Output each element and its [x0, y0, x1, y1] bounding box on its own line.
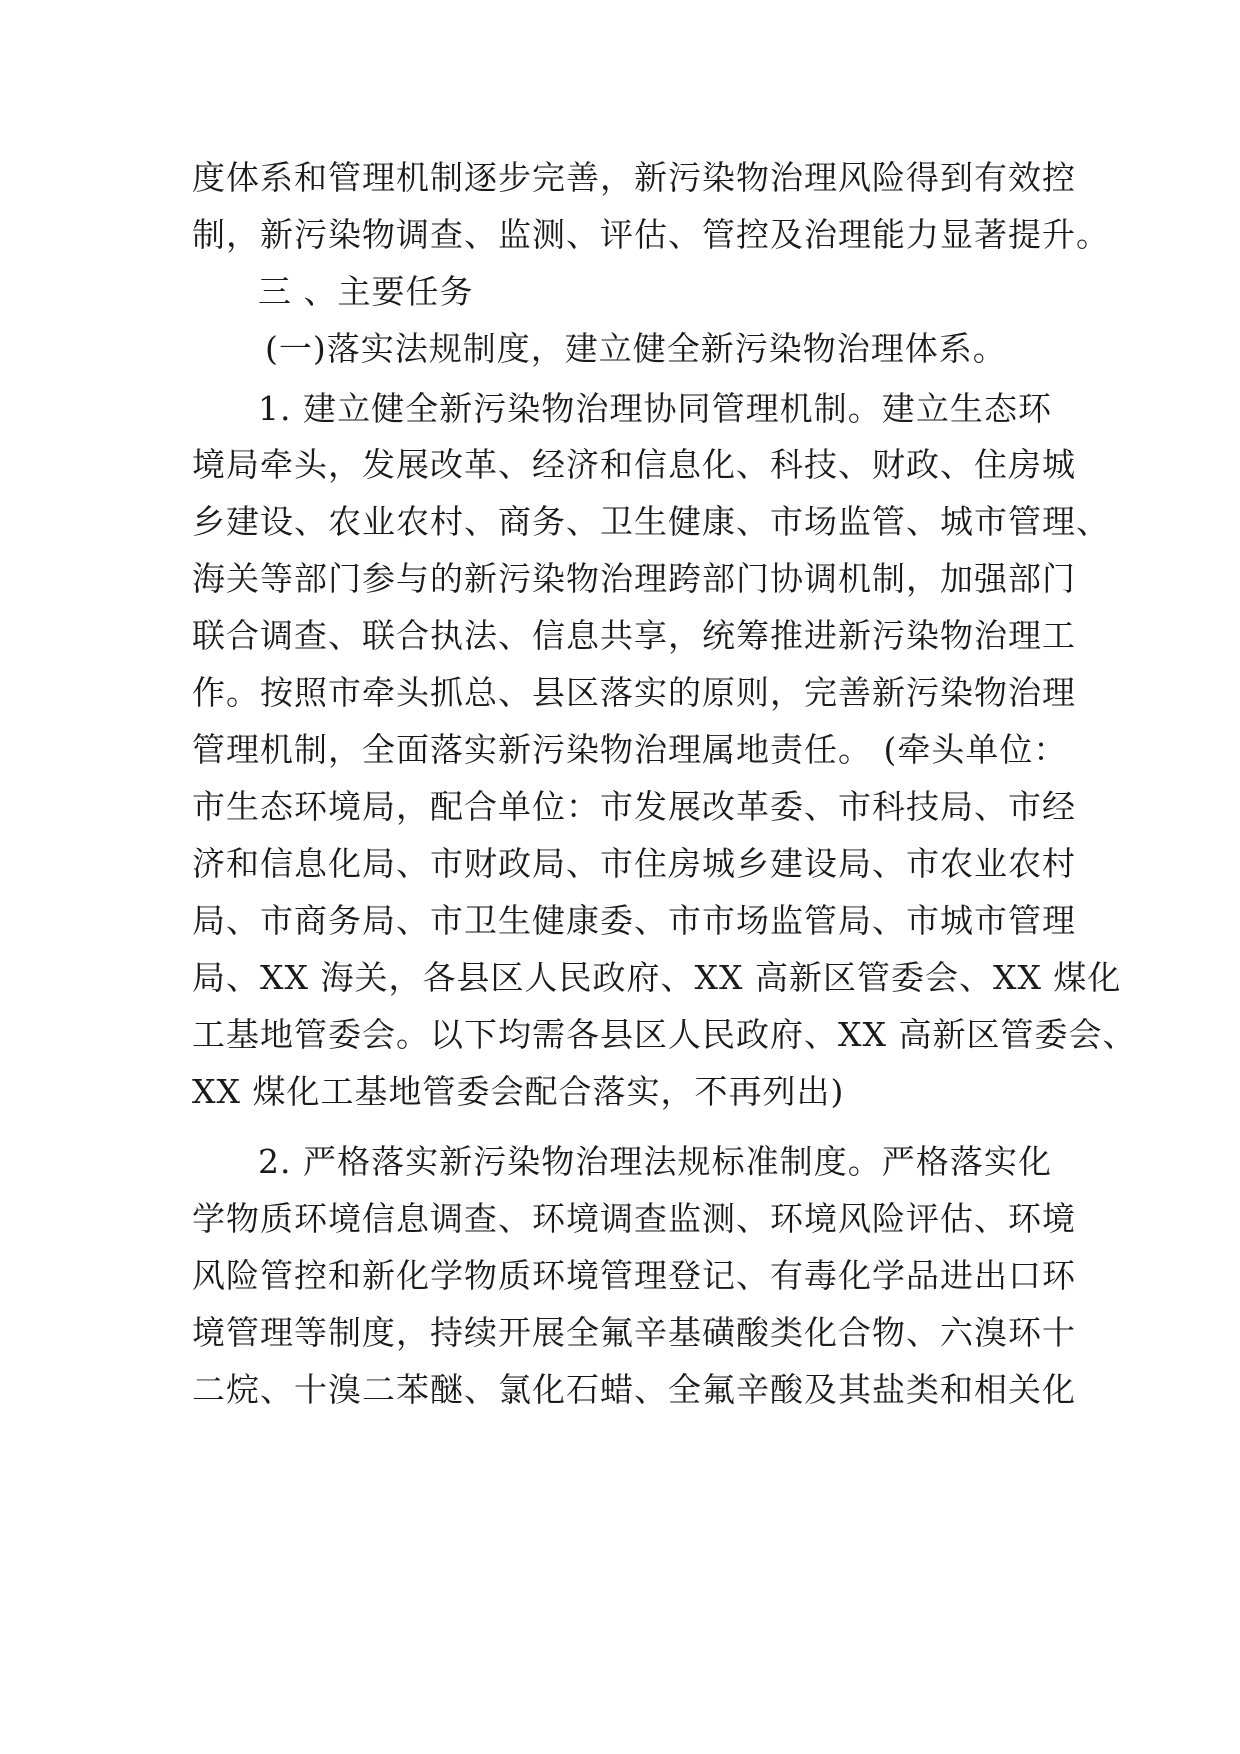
text-line: 度体系和管理机制逐步完善，新污染物治理风险得到有效控 — [192, 158, 1076, 197]
text-line: 境管理等制度，持续开展全氟辛基磺酸类化合物、六溴环十 — [192, 1313, 1076, 1352]
text-line: 济和信息化局、市财政局、市住房城乡建设局、市农业农村 — [192, 844, 1076, 883]
text-line: 2. 严格落实新污染物治理法规标准制度。严格落实化 — [258, 1142, 1052, 1181]
section-heading: 三 、主要任务 — [258, 272, 474, 311]
text-line: 制，新污染物调查、监测、评估、管控及治理能力显著提升。 — [192, 215, 1110, 254]
text-line: 1. 建立健全新污染物治理协同管理机制。建立生态环 — [258, 389, 1052, 428]
text-line: 风险管控和新化学物质环境管理登记、有毒化学品进出口环 — [192, 1256, 1076, 1295]
text-line: 海关等部门参与的新污染物治理跨部门协调机制，加强部门 — [192, 559, 1076, 598]
text-line: 局、市商务局、市卫生健康委、市市场监管局、市城市管理 — [192, 901, 1076, 940]
text-line: 学物质环境信息调查、环境调查监测、环境风险评估、环境 — [192, 1199, 1076, 1238]
text-line: 工基地管委会。以下均需各县区人民政府、XX 高新区管委会、 — [192, 1015, 1137, 1054]
text-line: 乡建设、农业农村、商务、卫生健康、市场监管、城市管理、 — [192, 502, 1110, 541]
text-line: 市生态环境局，配合单位：市发展改革委、市科技局、市经 — [192, 787, 1076, 826]
subsection-heading: (一)落实法规制度，建立健全新污染物治理体系。 — [265, 329, 1007, 368]
text-line: 境局牵头，发展改革、经济和信息化、科技、财政、住房城 — [192, 445, 1076, 484]
text-line: 作。按照市牵头抓总、县区落实的原则，完善新污染物治理 — [192, 673, 1076, 712]
text-line: 二烷、十溴二苯醚、氯化石蜡、全氟辛酸及其盐类和相关化 — [192, 1370, 1076, 1409]
text-line: XX 煤化工基地管委会配合落实，不再列出) — [192, 1072, 845, 1111]
text-line: 局、XX 海关，各县区人民政府、XX 高新区管委会、XX 煤化 — [192, 958, 1122, 997]
text-line: 管理机制，全面落实新污染物治理属地责任。 (牵头单位： — [192, 730, 1068, 769]
text-line: 联合调查、联合执法、信息共享，统筹推进新污染物治理工 — [192, 616, 1076, 655]
